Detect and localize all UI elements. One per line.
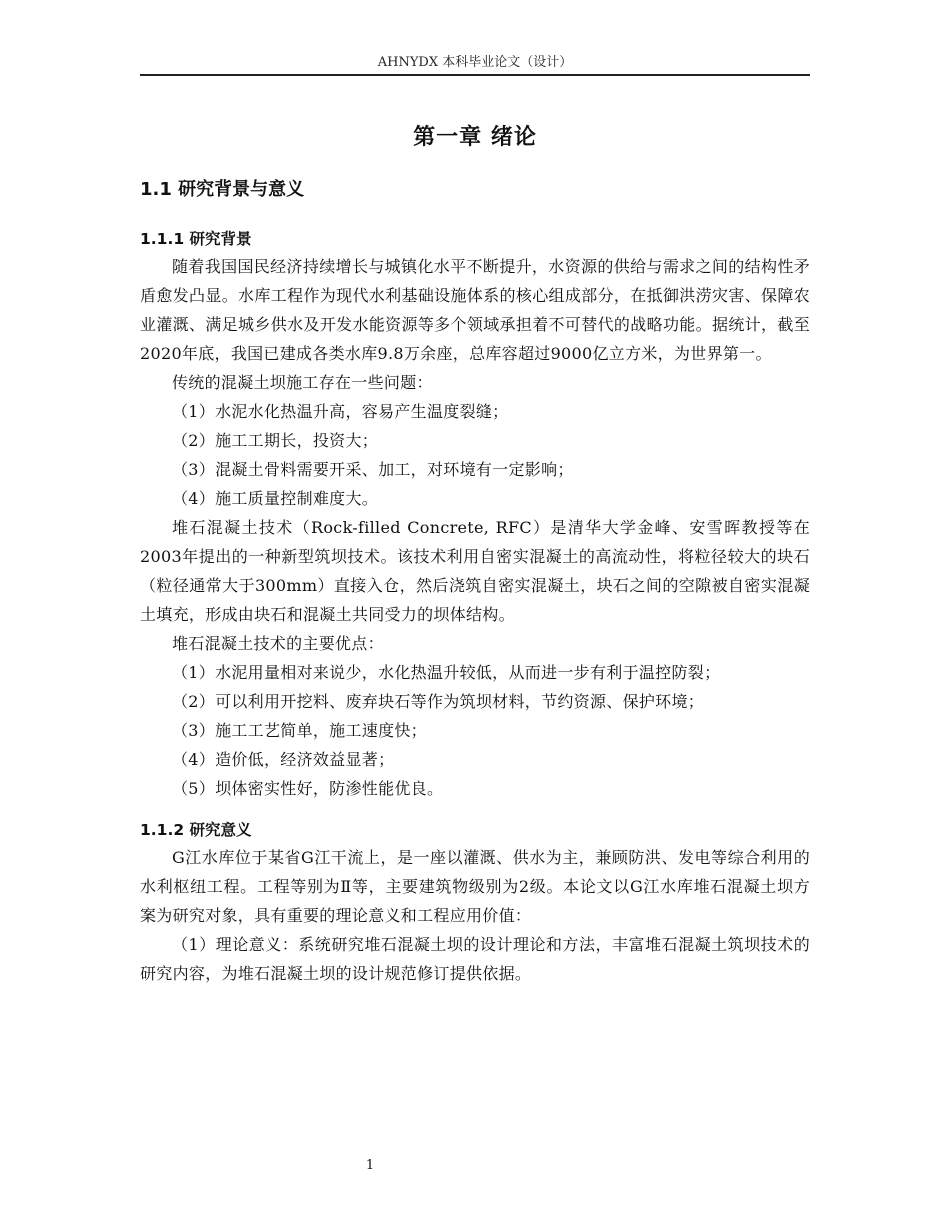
subsection-title-1-1-1: 1.1.1 研究背景 [140,230,252,248]
subsection-title-1-1-2: 1.1.2 研究意义 [140,821,252,839]
header-rule [140,74,810,76]
list-item: （4）施工质量控制难度大。 [172,489,379,508]
list-item: （5）坝体密实性好，防渗性能优良。 [172,779,444,798]
background-paragraph-4: 堆石混凝土技术的主要优点： [172,634,384,653]
background-paragraph-2: 传统的混凝土坝施工存在一些问题： [172,373,433,392]
advantages-list [140,658,810,803]
list-item: （3）施工工艺简单，施工速度快； [172,721,427,740]
section-spacer [140,803,810,817]
running-header: AHNYDX 本科毕业论文（设计） [377,55,573,70]
problems-list [140,397,810,513]
list-item: （2）可以利用开挖料、废弃块石等作为筑坝材料，节约资源、保护环境； [172,692,705,711]
page-number: 1 [365,1158,375,1173]
page-content [140,118,810,988]
list-item: （1）水泥用量相对来说少，水化热温升较低，从而进一步有利于温控防裂； [172,663,721,682]
background-paragraph-3: 堆石混凝土技术（Rock-filled Concrete, RFC）是清华大学金峰、安雪晖教授等在2003年提出的一种新型筑坝技术。该技术利用自密实混凝土的高流动性，将粒径较大的块石（粒径通常大于300mm）直接入仓，然后浇筑自密实混凝土，块石之间的空隙被自密实混凝土填充，形成由块石和混凝土共同受力的坝体结构。 [140,518,810,624]
significance-paragraph-2: （1）理论意义：系统研究堆石混凝土坝的设计理论和方法，丰富堆石混凝土筑坝技术的研究内容，为堆石混凝土坝的设计规范修订提供依据。 [140,935,810,983]
list-item: （3）混凝土骨料需要开采、加工，对环境有一定影响； [172,460,574,479]
list-item: （1）水泥水化热温升高，容易产生温度裂缝； [172,402,509,421]
list-item: （2）施工工期长，投资大； [172,431,379,450]
list-item: （4）造价低，经济效益显著； [172,750,395,769]
significance-paragraph-1: G江水库位于某省G江干流上，是一座以灌溉、供水为主，兼顾防洪、发电等综合利用的水利枢纽工程。工程等别为Ⅱ等，主要建筑物级别为2级。本论文以G江水库堆石混凝土坝方案为研究对象，具有重要的理论意义和工程应用价值： [140,848,810,925]
section-title-1-1: 1.1 研究背景与意义 [140,179,305,200]
background-paragraph-1: 随着我国国民经济持续增长与城镇化水平不断提升，水资源的供给与需求之间的结构性矛盾愈发凸显。水库工程作为现代水利基础设施体系的核心组成部分，在抵御洪涝灾害、保障农业灌溉、满足城乡供水及开发水能资源等多个领域承担着不可替代的战略功能。据统计，截至2020年底，我国已建成各类水库9.8万余座，总库容超过9000亿立方米，为世界第一。 [140,257,810,363]
chapter-title: 第一章 绪论 [413,125,537,150]
